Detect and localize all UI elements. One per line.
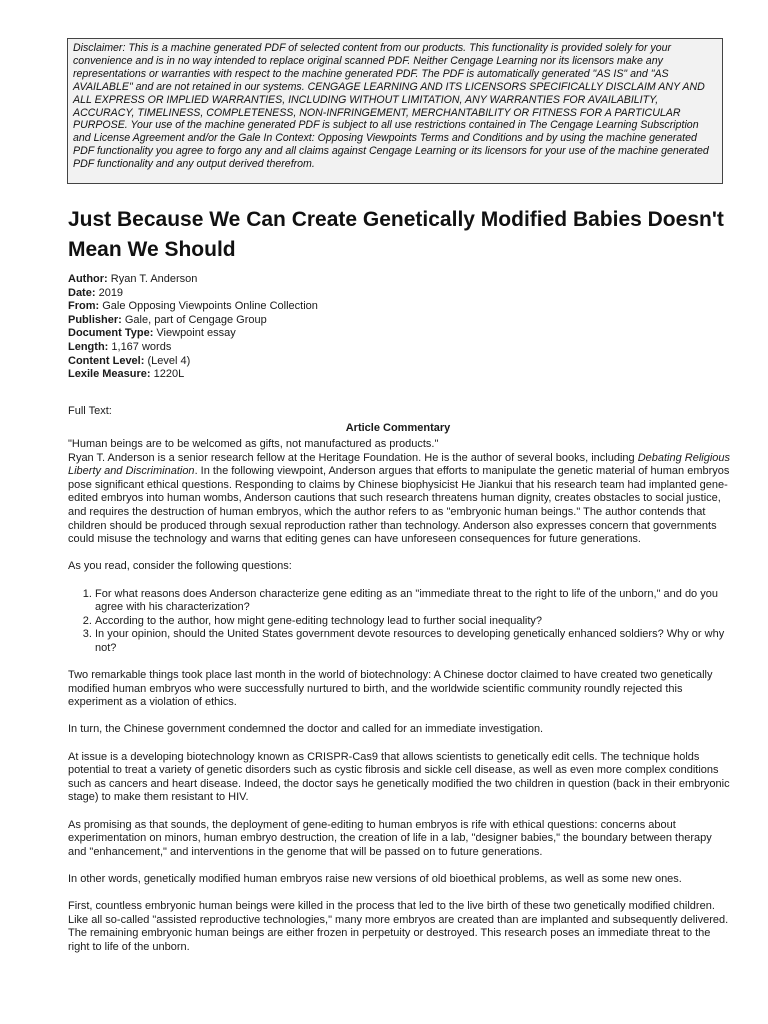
article-title: Just Because We Can Create Genetically Modified Babies Doesn't Mean We Should (68, 208, 724, 261)
body-paragraph: First, countless embryonic human beings were killed in the process that led to the live birth of these two genetically modified children. Like all so-called "assisted reproductive technologies," many more embryos are created than are implanted and subsequently delivered. The remaining embryonic human beings are either frozen in perpetuity or destroyed. This research poses an immediate threat to the right to life of the unborn. (68, 900, 729, 953)
meta-value: 1220L (153, 368, 185, 381)
body-paragraph: In other words, genetically modified human embryos raise new versions of old bioethical problems, as well as some new ones. (68, 873, 682, 885)
article-body (68, 438, 733, 968)
body-paragraph: Two remarkable things took place last month in the world of biotechnology: A Chinese doctor claimed to have created two genetically modified human embryos who were successfully nurtured to birth, and the worldwide scientific community roundly rejected this experiment as a violation of ethics. (68, 669, 713, 709)
disclaimer-box (67, 38, 723, 184)
meta-label: Date: (68, 286, 96, 299)
intro-text-after: . In the following viewpoint, Anderson argues that efforts to manipulate the genetic material of human embryos pose significant ethical questions. Responding to claims by Chinese biophysicist He Jiankui that his research team had implanted gene-edited embryos into human wombs, Anderson cautions that such research threatens human dignity, creates obstacles to social justice, and requires the destruction of human embryos, which the author refers to as "embryonic human beings." The author contends that children should be produced through sexual reproduction rather than technology. Anderson also expresses concern that governments could misuse the technology and warns that editing genes can have unforeseen consequences for future generations. (68, 465, 730, 546)
meta-label: Document Type: (68, 327, 154, 340)
meta-from (68, 300, 728, 314)
meta-value: 2019 (98, 286, 124, 299)
meta-value: Gale Opposing Viewpoints Online Collection (102, 300, 318, 313)
meta-value: Viewpoint essay (156, 327, 236, 340)
intro-paragraph (68, 452, 733, 547)
full-text-label: Full Text: (68, 405, 112, 417)
meta-value: 1,167 words (111, 340, 172, 353)
meta-value: Ryan T. Anderson (110, 273, 198, 285)
meta-date (68, 287, 728, 301)
book-title: Debating Religious Liberty and Discrimination (68, 451, 731, 478)
question-item: 1. For what reasons does Anderson characterize gene editing as an "immediate threat to the right to life of the unborn," and do you agree with his characterization? (95, 588, 733, 615)
question-item: 2. According to the author, how might gene-editing technology lead to further social inequality? (95, 615, 733, 629)
questions-intro: As you read, consider the following questions: (68, 560, 292, 573)
body-paragraph: In turn, the Chinese government condemned the doctor and called for an immediate investigation. (68, 723, 544, 736)
meta-label: Author: (68, 273, 108, 285)
meta-publisher (68, 314, 728, 328)
meta-label: From: (68, 300, 100, 313)
meta-content-level (68, 355, 728, 369)
commentary-heading: Article Commentary (345, 422, 451, 434)
meta-lexile (68, 368, 728, 382)
meta-label: Content Level: (68, 354, 145, 367)
questions-list (68, 588, 733, 656)
epigraph-quote: "Human beings are to be welcomed as gifts, not manufactured as products." (68, 438, 439, 450)
disclaimer-text: Disclaimer: This is a machine generated PDF of selected content from our products. This functionality is provided solely for your convenience and is in no way intended to replace original scanned PDF. Neither Cengage Learning nor its licensors make any representations or warranties with respect to the machine generated PDF. The PDF is automatically generated "AS IS" and "AS AVAILABLE" and are not retained in our systems. CENGAGE LEARNING AND ITS LICENSORS SPECIFICALLY DISCLAIM ANY AND ALL EXPRESS OR IMPLIED WARRANTIES, INCLUDING WITHOUT LIMITATION, ANY WARRANTIES FOR AVAILABILITY, ACCURACY, TIMELINESS, COMPLETENESS, NON-INFRINGEMENT, MERCHANTABILITY OR FITNESS FOR A PARTICULAR PURPOSE. Your use of the machine generated PDF is subject to all use restrictions contained in The Cengage Learning Subscription and License Agreement and/or the Gale In Context: Opposing Viewpoints Terms and Conditions and by using the machine generated PDF functionality you agree to forgo any and all claims against Cengage Learning or its licensors for your use of the machine generated PDF functionality and any output derived therefrom. (73, 42, 709, 171)
body-paragraph: At issue is a developing biotechnology known as CRISPR-Cas9 that allows scientists to genetically edit cells. The technique holds potential to treat a variety of genetic disorders such as cystic fibrosis and sickle cell disease, as well as even more complex conditions such as cancers and heart disease. Indeed, the doctor says he genetically modified the two children in question (back in their embryonic stage) to make them resistant to HIV. (68, 750, 730, 804)
meta-label: Lexile Measure: (68, 368, 151, 381)
intro-text-before: Ryan T. Anderson is a senior research fellow at the Heritage Foundation. He is the author of several books, including (68, 451, 638, 464)
body-paragraph: As promising as that sounds, the deployment of gene-editing to human embryos is rife with ethical questions: concerns about experimentation on minors, human embryo destruction, the creation of life in a lab, "designer babies," the boundary between therapy and "enhancement," and interventions in the genome that will be passed on to future generations. (68, 818, 712, 858)
meta-label: Publisher: (68, 313, 122, 326)
meta-value: (Level 4) (147, 354, 191, 367)
meta-author (68, 273, 728, 287)
meta-label: Length: (68, 340, 109, 353)
meta-document-type (68, 327, 728, 341)
meta-value: Gale, part of Cengage Group (124, 313, 267, 326)
article-metadata (68, 273, 728, 382)
question-item: 3. In your opinion, should the United States government devote resources to developing genetically enhanced soldiers? Why or why not? (95, 628, 733, 655)
meta-length (68, 341, 728, 355)
